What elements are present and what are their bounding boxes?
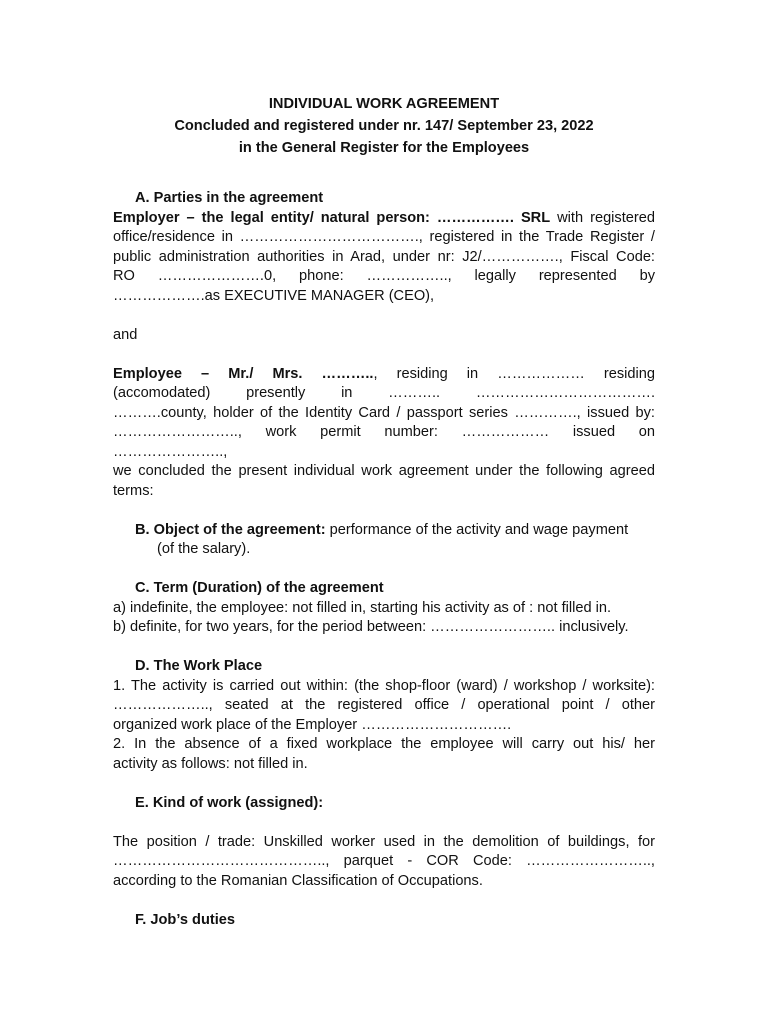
kind-of-work-line-2: …………………………………….., parquet - COR Code: …………………….., xyxy=(113,853,655,869)
employer-line-3: public administration authorities in Arad, under nr: J2/……………., Fiscal Code: xyxy=(113,248,655,265)
section-b-label: B. Object of the agreement: xyxy=(135,521,326,538)
workplace-line-3: organized work place of the Employer …………………………. xyxy=(113,716,512,733)
employer-line-5: ……………….as EXECUTIVE MANAGER (CEO), xyxy=(113,287,435,304)
employer-line-2: office/residence in ………………………………., registered in the Trade Register / xyxy=(113,229,655,245)
document-header xyxy=(0,93,768,159)
workplace-line-5: activity as follows: not filled in. xyxy=(113,755,308,772)
term-indefinite: a) indefinite, the employee: not filled in, starting his activity as of : not filled in. xyxy=(113,599,612,616)
employee-line-2: (accomodated) presently in ……….. ………………………………. xyxy=(113,385,655,401)
term-definite: b) definite, for two years, for the period between: …………………….. inclusively. xyxy=(113,619,629,635)
document-body xyxy=(113,189,655,930)
employer-line-4: RO ………………….0, phone: …………….., legally represented by xyxy=(113,268,655,284)
kind-of-work-line-1: The position / trade: Unskilled worker used in the demolition of buildings, for xyxy=(113,833,655,850)
section-d-heading: D. The Work Place xyxy=(135,658,263,674)
workplace-line-2: ……………….., seated at the registered office / operational point / other xyxy=(113,697,655,713)
employee-line-4: …………………….., work permit number: ……………… issued on xyxy=(113,424,655,440)
section-a-heading: A. Parties in the agreement xyxy=(135,190,324,206)
section-b-line-2: (of the salary). xyxy=(157,541,251,557)
section-f-heading: F. Job’s duties xyxy=(135,911,236,928)
section-c-heading: C. Term (Duration) of the agreement xyxy=(135,580,384,596)
employee-line-5: ………………….., xyxy=(113,443,228,460)
and-line: and xyxy=(113,326,138,343)
document-title: INDIVIDUAL WORK AGREEMENT xyxy=(268,96,500,112)
workplace-line-4: 2. In the absence of a fixed workplace the employee will carry out his/ her xyxy=(113,736,655,752)
workplace-line-1: 1. The activity is carried out within: (the shop-floor (ward) / workshop / worksite): xyxy=(113,677,655,694)
employer-label: Employer – the legal entity/ natural person: ……………. SRL xyxy=(113,209,551,226)
kind-of-work-line-3: according to the Romanian Classification of Occupations. xyxy=(113,872,483,889)
section-e-heading: E. Kind of work (assigned): xyxy=(135,794,324,811)
conclusion-line-1: we concluded the present individual work agreement under the following agreed xyxy=(113,463,655,479)
section-b-text: performance of the activity and wage payment xyxy=(325,521,629,538)
employer-line-1-text: with registered xyxy=(550,209,655,226)
registration-line: Concluded and registered under nr. 147/ September 23, 2022 xyxy=(174,118,594,134)
employee-line-1 xyxy=(113,365,655,385)
employer-line-1 xyxy=(113,209,655,229)
employee-label: Employee – Mr./ Mrs. ……….. xyxy=(113,365,374,382)
register-line: in the General Register for the Employees xyxy=(238,140,530,156)
employee-line-3: ……….county, holder of the Identity Card / passport series …………., issued by: xyxy=(113,404,655,421)
conclusion-line-2: terms: xyxy=(113,482,154,499)
section-b-line-1 xyxy=(113,521,655,541)
employee-line-1-text: , residing in ……………… residing xyxy=(373,365,655,382)
